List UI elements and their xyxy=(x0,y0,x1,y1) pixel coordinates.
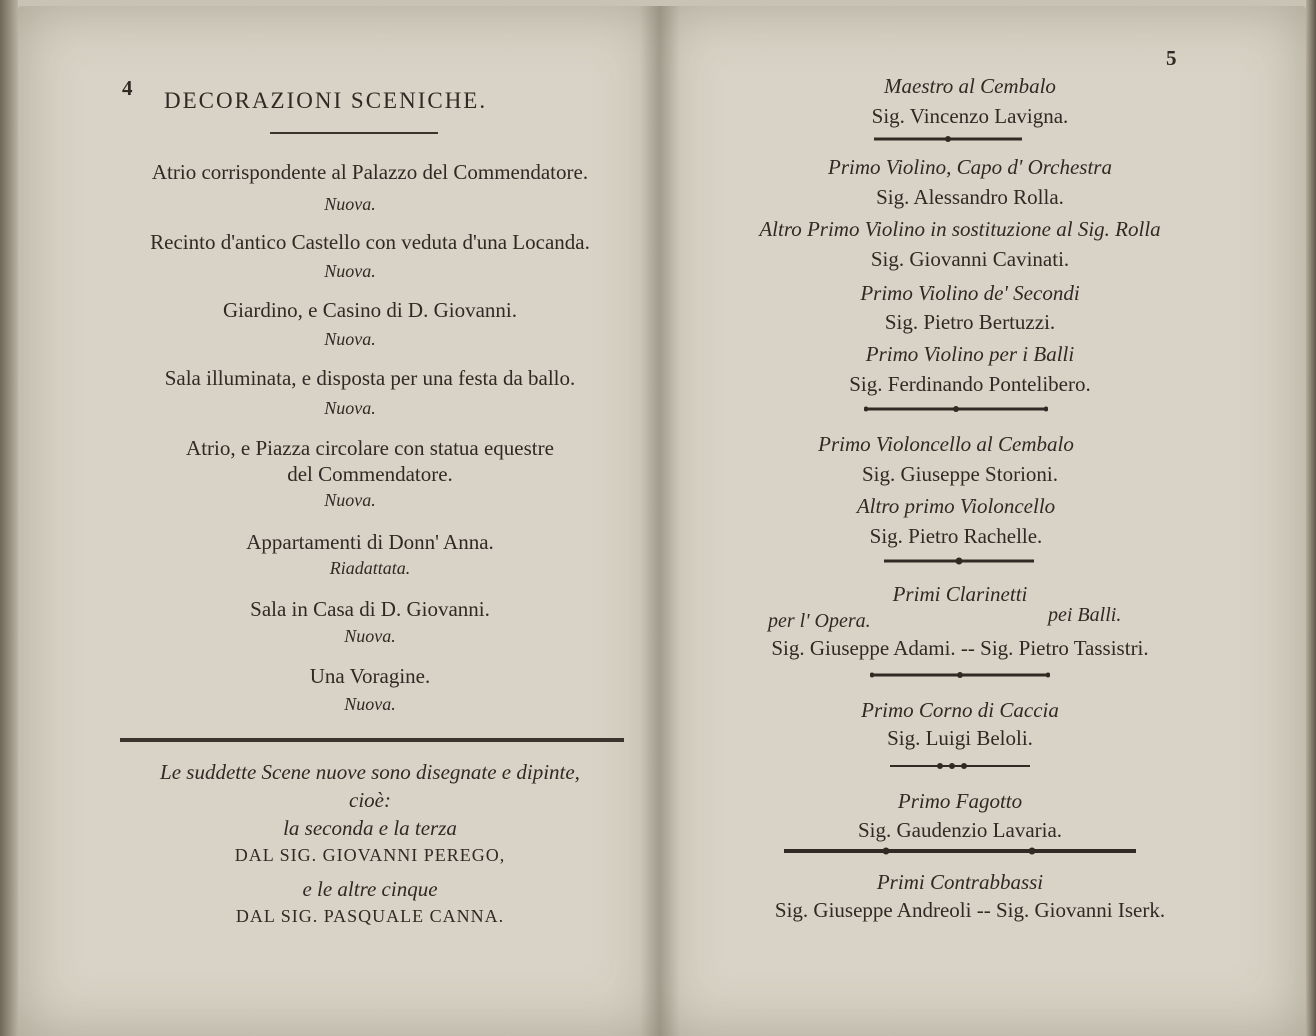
musician-name: Sig. Giovanni Cavinati. xyxy=(870,247,1070,271)
painter-credit: DAL SIG. GIOVANNI PEREGO, xyxy=(234,845,506,865)
scene-title: Atrio, e Piazza circolare con statua equestre xyxy=(186,436,554,460)
orchestra-role: Primo Corno di Caccia xyxy=(861,698,1059,722)
scene-title: Recinto d'antico Castello con veduta d'una Locanda. xyxy=(150,230,590,254)
scene-note: Nuova. xyxy=(324,194,376,214)
orchestra-role: Altro Primo Violino in sostituzione al Sig. Rolla xyxy=(759,217,1161,241)
clarinet-sub-label: pei Balli. xyxy=(1048,604,1122,626)
scene-note: Nuova. xyxy=(324,261,376,281)
scene-note: Nuova. xyxy=(324,490,376,510)
scene-title: Sala illuminata, e disposta per una festa da ballo. xyxy=(164,366,576,390)
scene-title: Sala in Casa di D. Giovanni. xyxy=(250,597,490,621)
scene-note: Riadattata. xyxy=(329,558,411,578)
footer-line: Le suddette Scene nuove sono disegnate e dipinte, xyxy=(160,760,580,784)
scene-title: Atrio corrispondente al Palazzo del Commendatore. xyxy=(151,160,589,184)
ornament-divider xyxy=(864,404,1048,414)
musician-name: Sig. Ferdinando Pontelibero. xyxy=(849,372,1091,396)
left-page-number: 4 xyxy=(122,76,133,100)
orchestra-role: Primo Fagotto xyxy=(897,789,1023,813)
musician-name: Sig. Vincenzo Lavigna. xyxy=(871,104,1069,128)
ornament-divider xyxy=(870,670,1050,680)
ornament-divider xyxy=(874,134,1022,144)
orchestra-role: Primo Violino de' Secondi xyxy=(860,281,1080,305)
scene-note: Nuova. xyxy=(324,398,376,418)
footer-line: la seconda e la terza xyxy=(283,816,457,840)
scene-note: Nuova. xyxy=(344,694,396,714)
musician-name: Sig. Pietro Rachelle. xyxy=(869,524,1043,548)
scene-title-line2: del Commendatore. xyxy=(287,462,453,486)
musician-name: Sig. Pietro Bertuzzi. xyxy=(884,310,1056,334)
orchestra-role: Primi Clarinetti xyxy=(892,582,1028,606)
musician-name: Sig. Giuseppe Adami. -- Sig. Pietro Tassistri. xyxy=(771,636,1149,660)
ornament-divider xyxy=(890,761,1030,771)
book-edge-left xyxy=(0,0,18,1036)
musician-name: Sig. Alessandro Rolla. xyxy=(876,185,1064,209)
musician-name: Sig. Luigi Beloli. xyxy=(887,726,1033,750)
orchestra-role: Primi Contrabbassi xyxy=(876,870,1044,894)
page-heading: DECORAZIONI SCENICHE. xyxy=(164,88,488,113)
right-page-number: 5 xyxy=(1166,46,1177,70)
orchestra-role: Primo Violino, Capo d' Orchestra xyxy=(828,155,1112,179)
orchestra-role: Primo Violoncello al Cembalo xyxy=(818,432,1074,456)
scene-title: Appartamenti di Donn' Anna. xyxy=(246,530,494,554)
ornament-divider xyxy=(784,846,1136,856)
musician-name: Sig. Gaudenzio Lavaria. xyxy=(857,818,1063,842)
clarinet-sub-label: per l' Opera. xyxy=(768,610,871,632)
scene-title: Una Voragine. xyxy=(309,664,431,688)
musician-name: Sig. Giuseppe Andreoli -- Sig. Giovanni Iserk. xyxy=(774,898,1166,922)
orchestra-role: Primo Violino per i Balli xyxy=(865,342,1075,366)
heading-rule xyxy=(270,132,438,134)
scene-note: Nuova. xyxy=(324,329,376,349)
scene-note: Nuova. xyxy=(344,626,396,646)
footer-line: cioè: xyxy=(349,788,391,812)
scene-title: Giardino, e Casino di D. Giovanni. xyxy=(223,298,517,322)
footer-line: e le altre cinque xyxy=(302,877,438,901)
ornament-divider xyxy=(884,556,1034,566)
musician-name: Sig. Giuseppe Storioni. xyxy=(861,462,1058,486)
orchestra-role: Maestro al Cembalo xyxy=(884,74,1056,98)
book-edge-right xyxy=(1306,0,1316,1036)
orchestra-role: Altro primo Violoncello xyxy=(856,494,1056,518)
section-divider xyxy=(120,738,624,742)
painter-credit: DAL SIG. PASQUALE CANNA. xyxy=(235,906,505,926)
